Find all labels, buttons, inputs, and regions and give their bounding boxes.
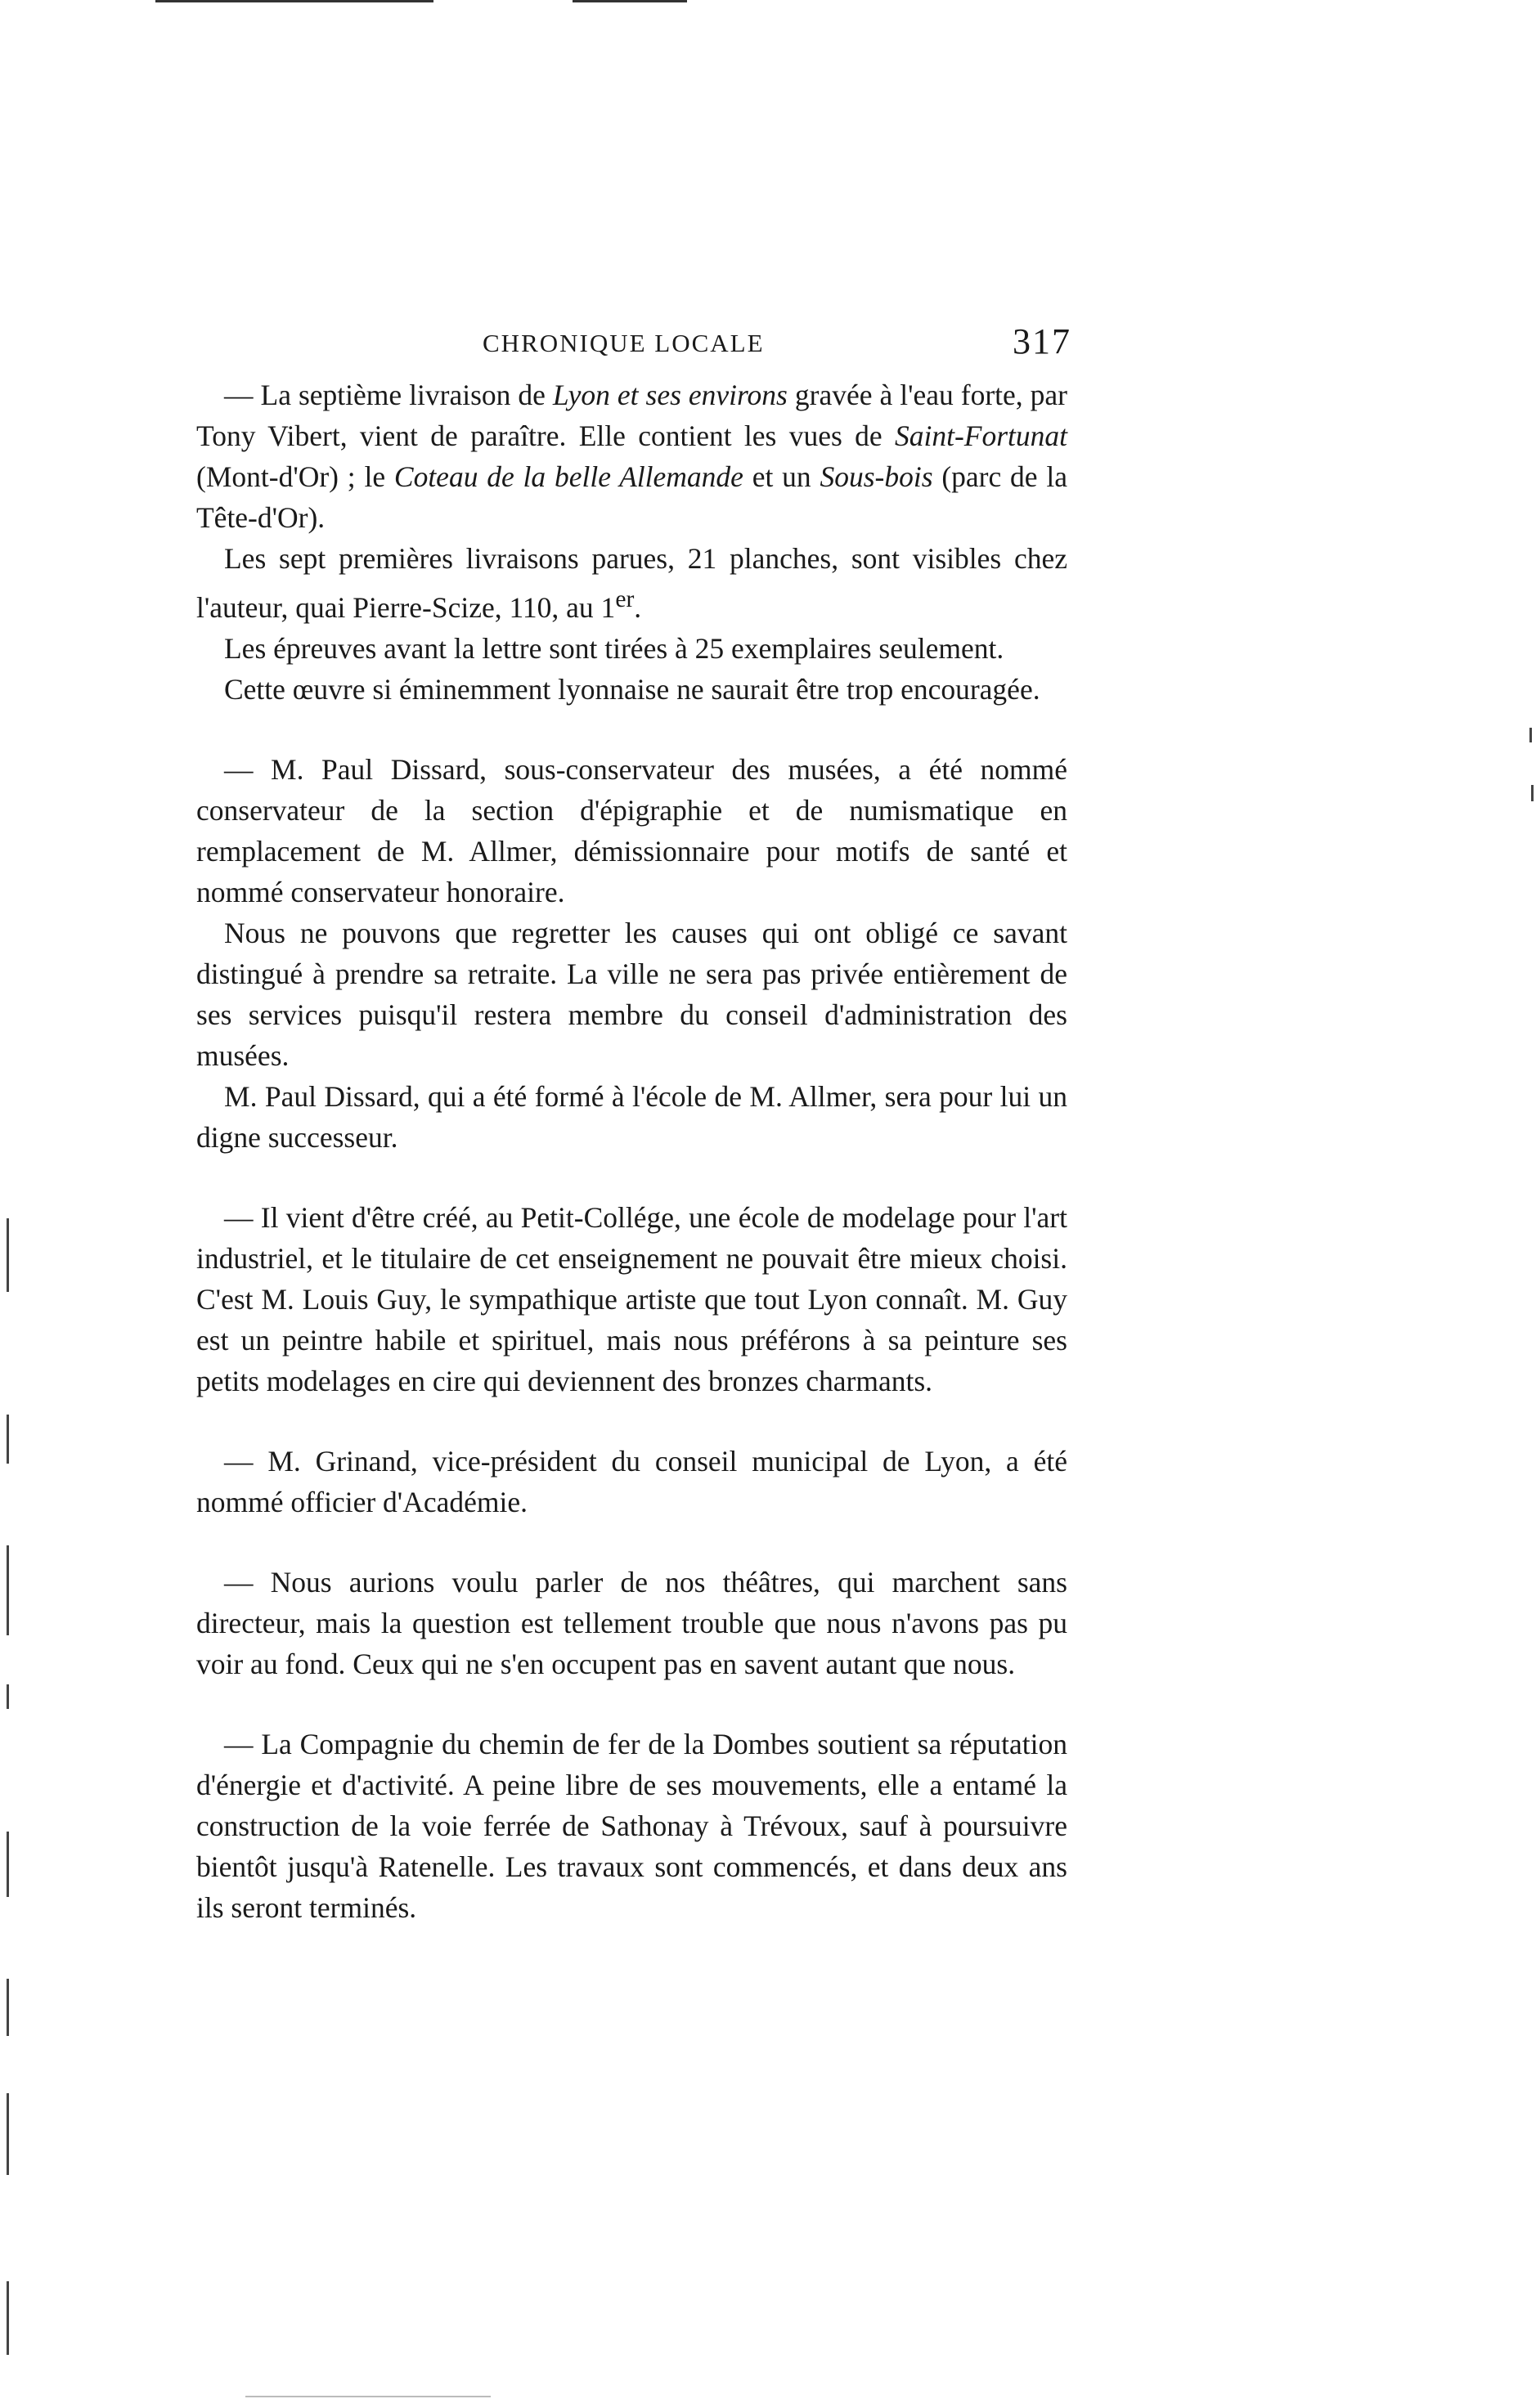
text-run: . [634,590,642,624]
paragraph [196,1441,1067,1522]
paragraph [196,1197,1067,1401]
scan-edge-mark [7,1545,9,1635]
text-run: Cette œuvre si éminemment lyonnaise ne saurait être trop encouragée. [224,672,1040,706]
text-run: (Mont-d'Or) ; le [196,460,394,493]
top-rule [155,0,433,2]
scan-edge-mark [7,2281,9,2355]
paragraph [196,669,1067,710]
bottom-rule [245,2396,491,2397]
italic-title: Sous-bois [820,460,933,493]
text-run: — La septième livraison de [224,379,553,411]
text-run: Les épreuves avant la lettre sont tirées à 25 exemplaires seulement. [224,631,1004,665]
text-run: — La Compagnie du chemin de fer de la Dombes soutient sa réputation d'énergie et d'activité. A peine libre de ses mouvements, elle a entamé la construction de la voie ferrée de Sathonay à Trévoux, sauf à poursuivre bientôt jusqu'à Ratenelle. Les travaux sont commencés, et dans deux ans ils seront terminés. [196,1727,1067,1924]
italic-title: Coteau de la belle Allemande [393,460,743,493]
text-run: — M. Grinand, vice-président du conseil municipal de Lyon, a été nommé officier d'Académie. [196,1444,1067,1518]
top-rule [573,0,687,2]
scan-edge-mark [1531,785,1534,801]
scan-edge-mark [1529,728,1532,742]
text-run: M. Paul Dissard, qui a été formé à l'école de M. Allmer, sera pour lui un digne successeur. [196,1079,1067,1154]
scan-edge-mark [7,1684,9,1709]
scan-edge-mark [7,1979,9,2036]
italic-title: Lyon et ses environs [552,379,788,411]
paragraph [196,1076,1067,1158]
text-run: — Nous aurions voulu parler de nos théâtres, qui marchent sans directeur, mais la question est tellement trouble que nous n'avons pas pu voir au fond. Ceux qui ne s'en occupent pas en savent autant que nous. [196,1565,1067,1680]
page-header [196,321,1080,370]
paragraph [196,538,1067,628]
running-head: CHRONIQUE LOCALE [483,329,765,357]
text-run: — Il vient d'être créé, au Petit-Collége, une école de modelage pour l'art industriel, et le titulaire de cet enseignement ne pouvait être mieux choisi. C'est M. Louis Guy, le sympathique artiste que tout Lyon connaît. M. Guy est un peintre habile et spirituel, mais nous préférons à sa peinture ses petits modelages en cire qui deviennent des bronzes charmants. [196,1200,1067,1397]
paragraph [196,628,1067,669]
paragraph [196,913,1067,1076]
italic-title: Saint-Fortunat [894,419,1067,452]
scan-edge-mark [7,2093,9,2175]
paragraph [196,749,1067,913]
body-text [196,374,1067,1928]
paragraph [196,1562,1067,1684]
page-number: 317 [1013,321,1071,361]
text-run: — M. Paul Dissard, sous-conservateur des musées, a été nommé conservateur de la section d'épigraphie et de numismatique en remplacement de M. Allmer, démissionnaire pour motifs de santé et nommé conservateur honoraire. [196,752,1067,908]
superscript: er [615,586,635,612]
text-run: Nous ne pouvons que regretter les causes qui ont obligé ce savant distingué à prendre sa retraite. La ville ne sera pas privée entièrement de ses services puisqu'il restera membre du conseil d'administration des musées. [196,916,1067,1072]
text-run: gravée à l'eau forte, par Tony Vibert, vient de paraître. Elle contient les vues de [196,379,1068,452]
scan-edge-mark [7,1415,9,1464]
text-run: (parc de la Tête-d'Or). [196,460,1067,534]
text-run: et un [743,460,820,493]
scan-edge-mark [7,1832,9,1897]
text-run: Les sept premières livraisons parues, 21 planches, sont visibles chez l'auteur, quai Pierre-Scize, 110, au 1 [196,542,1067,624]
scan-edge-mark [7,1218,9,1292]
paragraph [196,374,1067,538]
paragraph [196,1724,1067,1928]
